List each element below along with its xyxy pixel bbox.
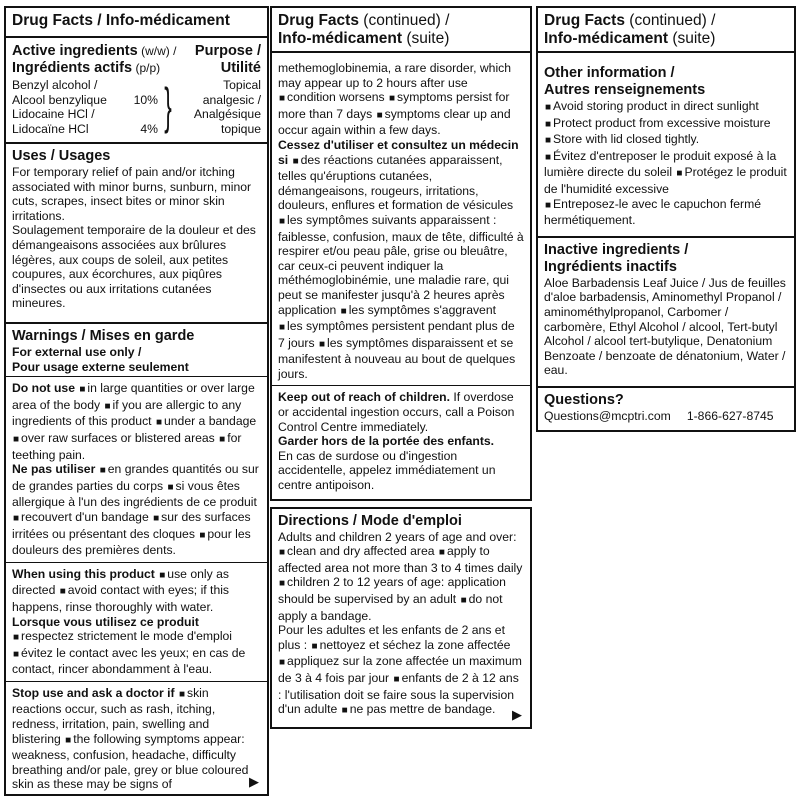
panel-title-continued: Drug Facts (continued) / Info-médicament (suite) xyxy=(272,8,530,53)
drug-facts-panel-2 xyxy=(270,6,532,501)
uses-section: Uses / Usages For temporary relief of pain and/or itching associated with minor burns, sunburn, minor cuts, scrapes, insect bites or minor skin irritations. Soulagement temporaire de la douleur et des démangeaisons associées aux brûlures légères, aux coups de soleil, aux petites coupures, aux écorchures, aux piqûres d'insectes ou aux irritations cutanées mineures. xyxy=(6,142,267,322)
panel-title-continued: Drug Facts (continued) / Info-médicament (suite) xyxy=(538,8,794,53)
warnings-section: Warnings / Mises en garde For external use only / Pour usage externe seulement xyxy=(6,322,267,376)
drug-facts-panel-3 xyxy=(536,6,796,432)
when-using-section: When using this product ■ use only as directed ■ avoid contact with eyes; if this happens, rinse thoroughly with water. Lorsque vous utilisez ce produit ■ respectez strictement le mode d'emploi ■ évitez le contact avec les yeux; en cas de contact, rincer abondamment à l'eau. xyxy=(6,562,267,681)
questions-phone[interactable]: 1-866-627-8745 xyxy=(686,408,774,423)
ingredient-1-fr: Alcool benzylique xyxy=(12,92,107,107)
questions-email[interactable]: Questions@mcptri.com xyxy=(544,408,671,423)
stop-use-section: Stop use and ask a doctor if ■ skin reactions occur, such as rash, itching, redness, irritation, pain, swelling and blistering ■ the following symptoms appear: weakness, confusion, headache, difficulty breathing and/or pale, grey or blue coloured skin as these may be signs of xyxy=(6,681,267,796)
questions-section: Questions? Questions@mcptri.com 1-866-627-8745 xyxy=(538,386,794,430)
brace: } xyxy=(164,78,172,134)
ingredient-2-fr: Lidocaïne HCl xyxy=(12,121,89,136)
do-not-use-section: Do not use ■ in large quantities or over large area of the body ■ if you are allergic to any ingredients of this product ■ under a bandage ■ over raw surfaces or blistered areas ■ for teething pain. Ne pas utiliser ■ en grandes quantités ou sur de grandes parties du corps ■ si vous êtes allergique à l'un des ingrédients de ce produit ■ recouvert d'un bandage ■ sur des surfaces irritées ou présentant des cloques ■ pour les douleurs des premières dents. xyxy=(6,376,267,562)
other-information-section: Other information / Autres renseignements ■ Avoid storing product in direct sunlight ■ Protect product from excessive moisture ■ Store with lid closed tightly. ■ Évitez d'entreposer le produit exposé à la lumière directe du soleil ■ Protégez le produit de l'humidité excessive ■ Entreposez-le avec le capuchon fermé hermétiquement. xyxy=(538,53,794,236)
keep-out-of-reach-section: Keep out of reach of children. If overdose or accidental ingestion occurs, call a Poison Control Centre immediately. Garder hors de la portée des enfants. En cas de surdose ou d'ingestion accidentelle, appelez immédiatement un centre antipoison. xyxy=(272,385,530,498)
inactive-ingredients-section: Inactive ingredients / Ingrédients inactifs Aloe Barbadensis Leaf Juice / Jus de feuilles d'aloe barbadensis, Aminomethyl Propanol / aminométhylpropanol, Carbomer / carbomère, Ethyl Alcohol / alcool, Tert-butyl Alcohol / alcool tert-butylique, Denatonium Benzoate / benzoate de dénatonium, Water / eau. xyxy=(538,236,794,386)
ingredient-2-percent: 4% xyxy=(140,121,158,136)
warnings-continued: methemoglobinemia, a rare disorder, which may appear up to 2 hours after use ■ condition worsens ■ symptoms persist for more than 7 days ■ symptoms clear up and occur again within a few days. Cessez d'utiliser et consultez un médecin si ■ des réactions cutanées apparaissent, telles qu'éruptions cutanées, démangeaisons, rougeurs, irritations, douleurs, enflures et formation de vésicules ■ les symptômes suivants apparaissent : faiblesse, confusion, maux de tête, difficulté à respirer et/ou peau pâle, grise ou bleuâtre, car ceux-ci peuvent indiquer la méthémoglobinémie, une maladie rare, qui peut se manifester jusqu'à 2 heures après application ■ les symptômes s'aggravent ■ les symptômes persistent pendant plus de 7 jours ■ les symptômes disparaissent et se manifestent à nouveau au bout de quelques jours. xyxy=(272,53,530,385)
drug-facts-column-2 xyxy=(270,6,532,729)
drug-facts-panel-1 xyxy=(4,6,269,796)
active-ingredients-section: Active ingredients (w/w) / Ingrédients actifs (p/p) Purpose / Utilité Benzyl alcohol / Alcool benzylique Lidocaine HCl / Lidocaïne HCl 10% 4% } Topical analgesic / Analgésique topique xyxy=(12,43,261,136)
panel-title: Drug Facts / Info-médicament xyxy=(6,8,267,38)
continue-arrow-icon: ▶ xyxy=(512,707,522,723)
ingredient-1-percent: 10% xyxy=(133,92,158,107)
ingredient-1-en: Benzyl alcohol / xyxy=(12,78,98,92)
directions-panel: Directions / Mode d'emploi Adults and children 2 years of age and over: ■ clean and dry affected area ■ apply to affected area not more than 3 to 4 times daily ■ children 2 to 12 years of age: application should be supervised by an adult ■ do not apply a bandage. Pour les adultes et les enfants de 2 ans et plus : ■ nettoyez et séchez la zone affectée ■ appliquez sur la zone affectée un maximum de 3 à 4 fois par jour ■ enfants de 2 à 12 ans : l'utilisation doit se faire sous la supervision d'un adulte ■ ne pas mettre de bandage. ▶ xyxy=(270,507,532,729)
continue-arrow-icon: ▶ xyxy=(249,774,259,789)
ingredient-2-en: Lidocaine HCl / xyxy=(12,107,95,122)
